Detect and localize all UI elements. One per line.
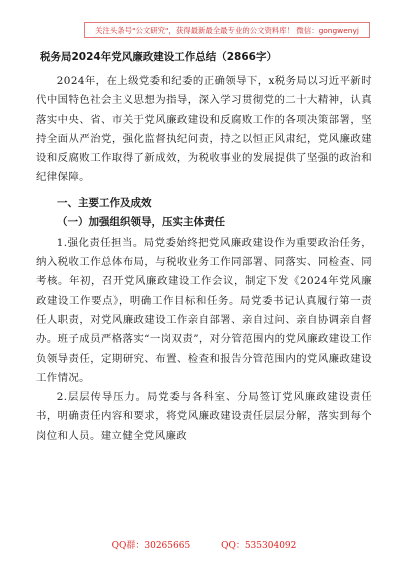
document-page — [36, 50, 372, 446]
document-title: 税务局2024年党风廉政建设工作总结（2866字） — [40, 51, 277, 63]
subsection-heading: （一）加强组织领导，压实主体责任 — [57, 215, 225, 228]
footer-contact — [0, 540, 408, 552]
promo-banner: 关注头条号"公文研究"，获得最新最全最专业的公文资料库！ 微信：gongwenyj — [84, 22, 370, 38]
body-paragraph-1: 1.强化责任担当。局党委始终把党风廉政建设作为重要政治任务，纳入税收工作总体布局，与税收业务工作同部署、同落实、同检查、同考核。年初，召开党风廉政建设工作会议，制定下发《2024年党风廉政建设工作要点》，明确工作目标和任务。局党委书记认真履行第一责任人职责，对党风廉政建设工作亲自部署、亲自过问、亲自协调亲自督办。班子成员严格落实“一岗双责”，对分管范围内的党风廉政建设工作负领导责任，定期研究、布置、检查和报告分管范围内的党风廉政建设工作情况。 — [36, 236, 372, 384]
qq-number-text: QQ：535304092 — [221, 541, 297, 551]
intro-paragraph: 2024年，在上级党委和纪委的正确领导下，x税务局以习近平新时代中国特色社会主义思想为指导，深入学习贯彻党的二十大精神，认真落实中央、省、市关于党风廉政建设和反腐败工作的各项决策部署，坚持全面从严治党，强化监督执纪问责，持之以恒正风肃纪，党风廉政建设和反腐败工作取得了新成效，为税收事业的发展提供了坚强的政治和纪律保障。 — [36, 75, 372, 184]
body-paragraph-2: 2.层层传导压力。局党委与各科室、分局签订党风廉政建设责任书，明确责任内容和要求，将党风廉政建设责任层层分解，落实到每个岗位和人员。建立健全党风廉政 — [36, 391, 372, 442]
qq-group-text: QQ群：30265665 — [111, 541, 191, 551]
section-heading: 一、主要工作及成效 — [57, 196, 152, 209]
